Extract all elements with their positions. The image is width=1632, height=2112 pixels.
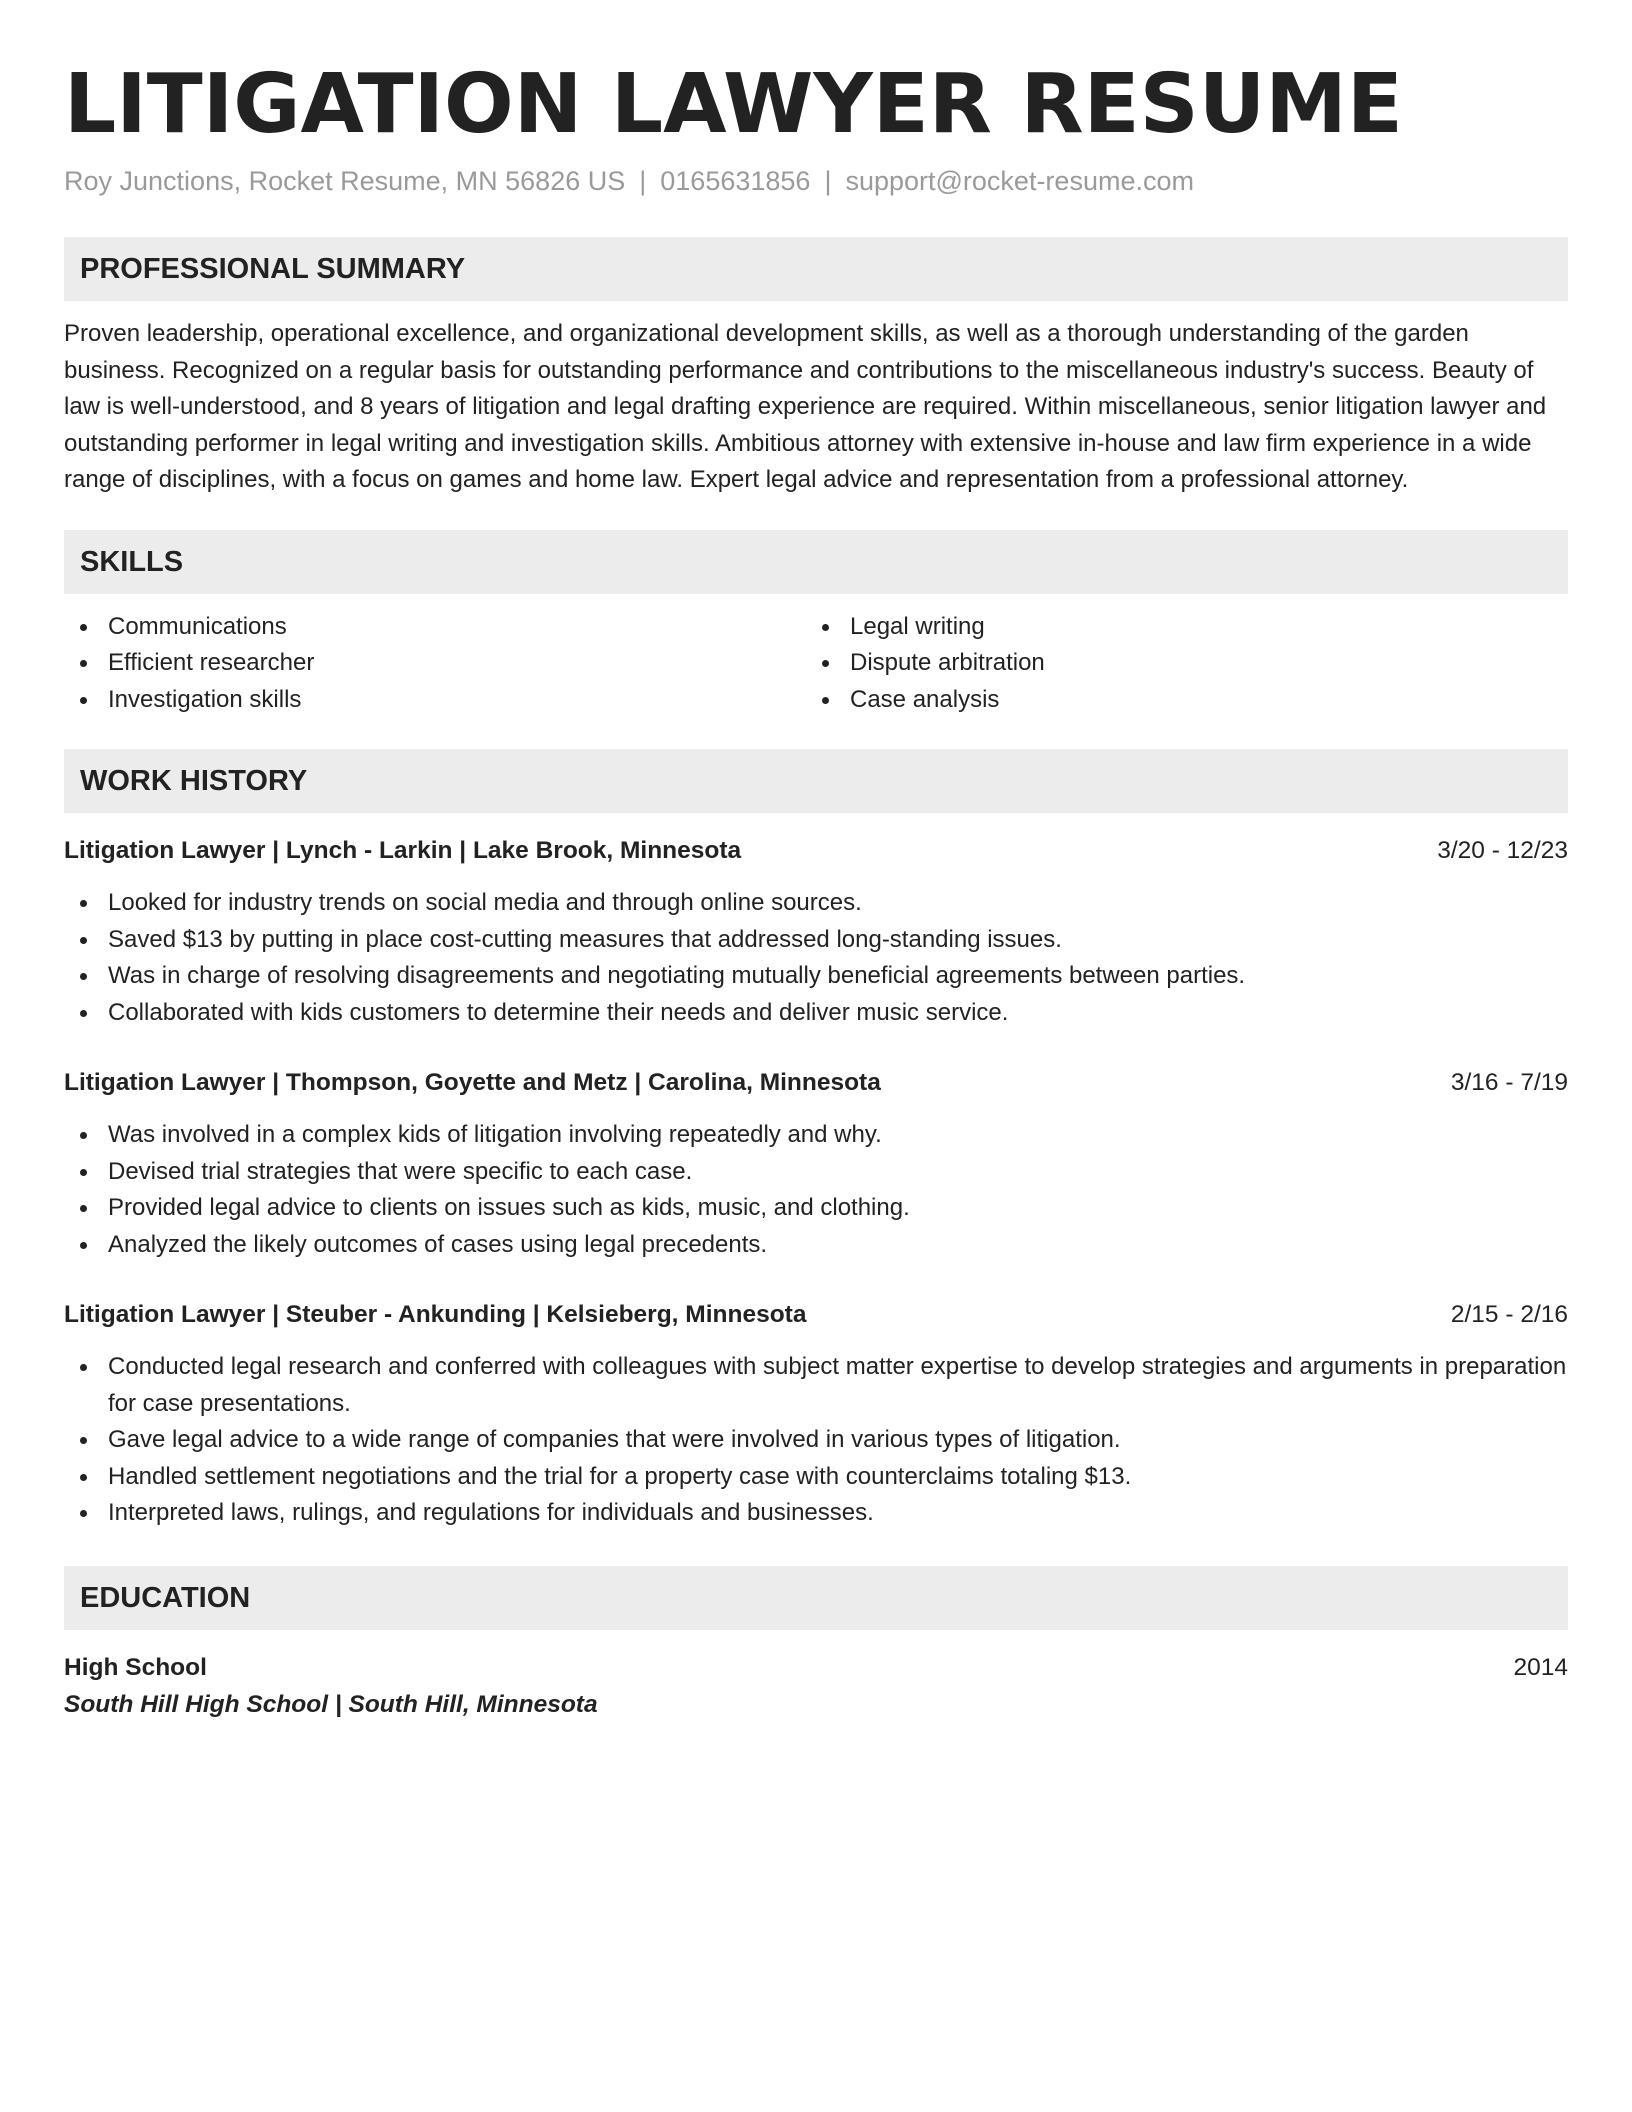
contact-phone: 0165631856 [660,166,811,196]
job-entry [64,1297,1568,1532]
skill-item: Case analysis [806,682,1548,719]
job-entry [64,1065,1568,1263]
section-heading-skills: SKILLS [64,530,1568,594]
job-bullet: Gave legal advice to a wide range of companies that were involved in various types of litigation. [64,1422,1568,1459]
education-year: 2014 [1513,1653,1568,1681]
skills-list [64,609,1568,719]
job-bullet: Was involved in a complex kids of litigation involving repeatedly and why. [64,1117,1568,1154]
job-dates: 3/20 - 12/23 [1437,837,1568,864]
education-entry [64,1650,1568,1724]
resume-page [64,57,1568,1724]
section-heading-work-history: WORK HISTORY [64,749,1568,813]
job-bullets [64,1117,1568,1263]
skill-item: Investigation skills [64,682,806,719]
section-heading-summary: PROFESSIONAL SUMMARY [64,237,1568,301]
job-bullet: Was in charge of resolving disagreements and negotiating mutually beneficial agreements between parties. [64,958,1568,995]
job-title: Litigation Lawyer | Steuber - Ankunding | Kelsieberg, Minnesota [64,1301,807,1328]
contact-email: support@rocket-resume.com [845,166,1194,196]
skill-item: Dispute arbitration [806,645,1548,682]
contact-address: Roy Junctions, Rocket Resume, MN 56826 US [64,166,626,196]
job-bullet: Provided legal advice to clients on issues such as kids, music, and clothing. [64,1190,1568,1227]
contact-line [64,164,1568,198]
section-heading-education: EDUCATION [64,1566,1568,1630]
job-bullet: Interpreted laws, rulings, and regulations for individuals and businesses. [64,1495,1568,1532]
skill-item: Efficient researcher [64,645,806,682]
job-bullets [64,885,1568,1031]
job-bullet: Conducted legal research and conferred with colleagues with subject matter expertise to develop strategies and arguments in preparation for case presentations. [64,1349,1568,1422]
job-bullets [64,1349,1568,1532]
skills-column-left [64,609,806,719]
job-dates: 2/15 - 2/16 [1450,1301,1568,1328]
job-bullet: Collaborated with kids customers to determine their needs and deliver music service. [64,995,1568,1032]
skill-item: Legal writing [806,609,1548,646]
job-title: Litigation Lawyer | Lynch - Larkin | Lake Brook, Minnesota [64,837,742,864]
resume-title: LITIGATION LAWYER RESUME [64,57,1403,152]
contact-separator: | [824,166,832,196]
education-school: South Hill High School | South Hill, Minnesota [64,1690,598,1718]
job-bullet: Saved $13 by putting in place cost-cutting measures that addressed long-standing issues. [64,922,1568,959]
job-dates: 3/16 - 7/19 [1450,1069,1568,1096]
job-entry [64,833,1568,1031]
job-title: Litigation Lawyer | Thompson, Goyette and Metz | Carolina, Minnesota [64,1069,881,1096]
job-bullet: Handled settlement negotiations and the trial for a property case with counterclaims totaling $13. [64,1459,1568,1496]
skill-item: Communications [64,609,806,646]
education-degree: High School [64,1653,207,1681]
job-bullet: Looked for industry trends on social media and through online sources. [64,885,1568,922]
contact-separator: | [639,166,647,196]
skills-column-right [806,609,1548,719]
summary-text: Proven leadership, operational excellence, and organizational development skills, as well as a thorough understanding of the garden business. Recognized on a regular basis for outstanding performance and contributions to the miscellaneous industry's success. Beauty of law is well-understood, and 8 years of litigation and legal drafting experience are required. Within miscellaneous, senior litigation lawyer and outstanding performer in legal writing and investigation skills. Ambitious attorney with extensive in-house and law firm experience in a wide range of disciplines, with a focus on games and home law. Expert legal advice and representation from a professional attorney. [64,320,1547,493]
job-bullet: Devised trial strategies that were specific to each case. [64,1154,1568,1191]
job-bullet: Analyzed the likely outcomes of cases using legal precedents. [64,1227,1568,1264]
